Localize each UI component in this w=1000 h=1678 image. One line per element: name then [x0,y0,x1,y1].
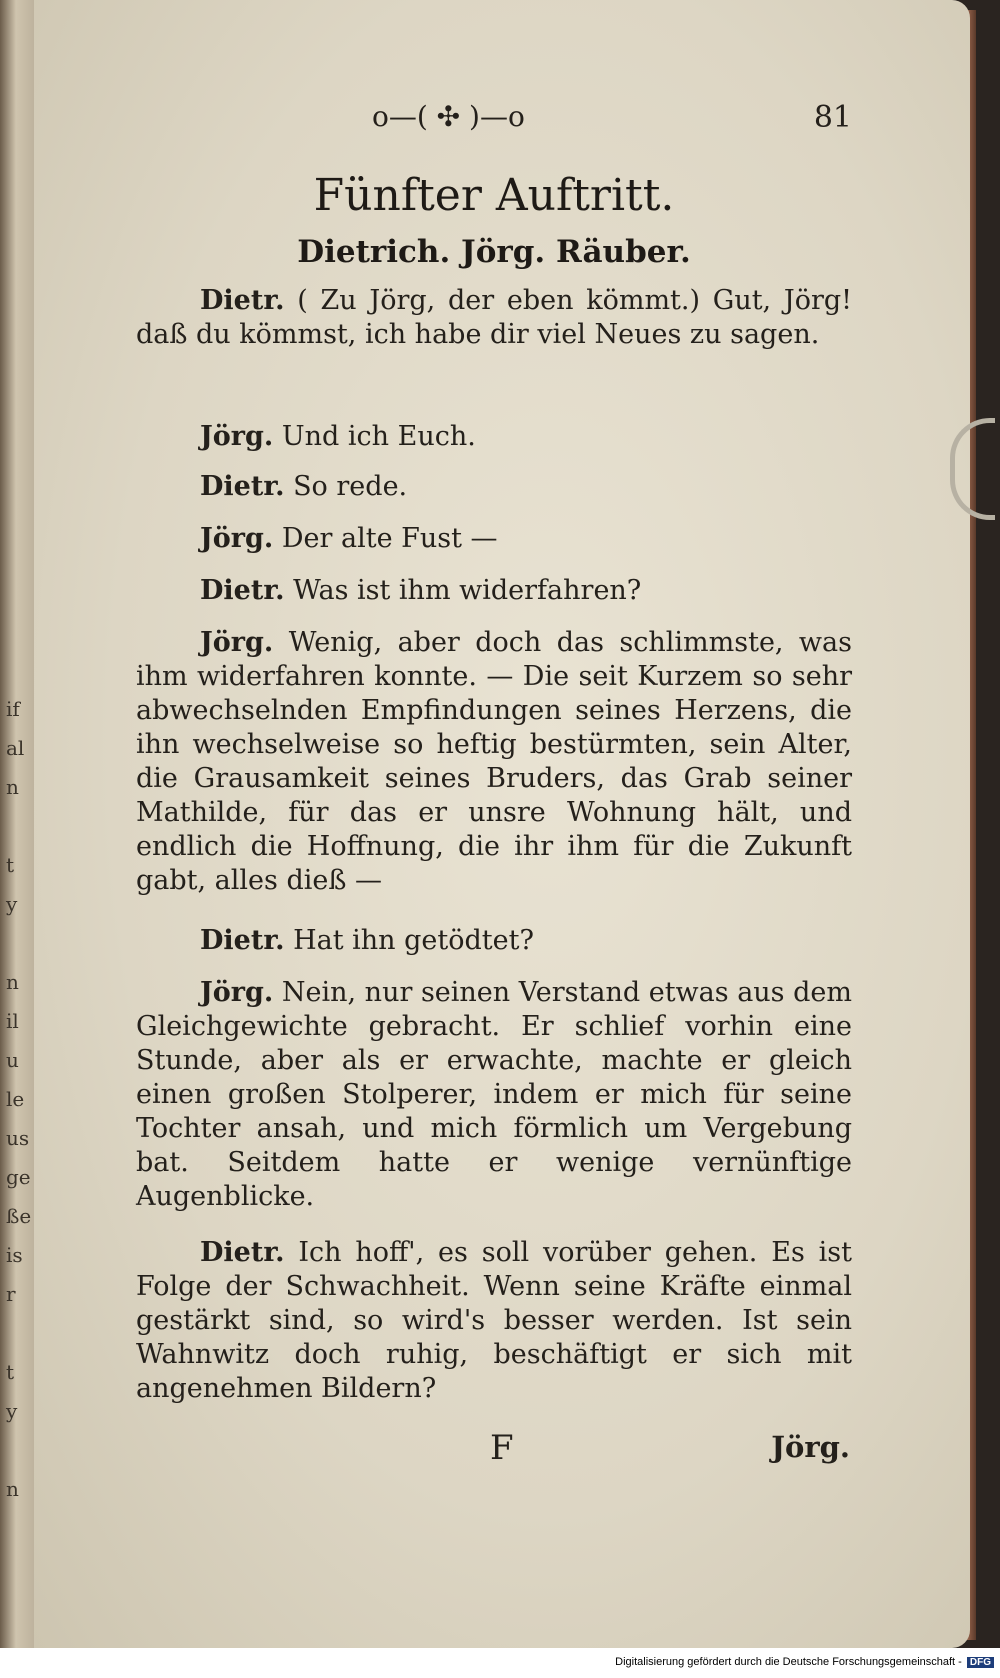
speech-paragraph [136,420,852,454]
credit-text: Digitalisierung gefördert durch die Deutsche Forschungsgemeinschaft - [615,1656,962,1668]
speech-text: Wenig, aber doch das schlimmste, was ihm widerfahren konnte. — Die seit Kurzem so sehr abwechselnden Empfindungen seines Herzens, die ihn wechselweise so heftig bestürmten, sein Alter, die Grausamkeit seines Bruders, das Grab seiner Mathilde, für das er unsre Wohnung hält, und endlich die Hoffnung, die ihr ihm für die Zukunft gabt, alles dieß — [136,627,852,896]
speech-paragraph [136,976,852,1214]
signature-mark: F [490,1428,514,1468]
speaker-name: Jörg. [200,421,274,452]
speech-paragraph [136,470,852,504]
page-number: 81 [813,100,852,135]
speaker-name: Dietr. [200,925,285,956]
header-ornament: o—( ✣ )—o [372,100,525,133]
running-header [136,100,852,140]
speech-paragraph [136,574,852,608]
speech-paragraph [136,924,852,958]
speech-paragraph [136,284,852,352]
speaker-name: Dietr. [200,1237,285,1268]
speech-text: ( Zu Jörg, der eben kömmt.) Gut, Jörg! daß du kömmst, ich habe dir viel Neues zu sagen. [136,285,852,350]
cast-list: Dietrich. Jörg. Räuber. [297,234,691,270]
speaker-name: Dietr. [200,575,285,606]
speech-text: Ich hoff', es soll vorüber gehen. Es ist Folge der Schwachheit. Wenn seine Kräfte einmal gestärkt sind, so wird's besser werden. Ist sein Wahnwitz doch ruhig, beschäftigt er sich mit angenehmen Bildern? [136,1237,852,1404]
speaker-name: Jörg. [200,627,274,658]
speech-paragraph [136,1236,852,1406]
speaker-name: Dietr. [200,285,285,316]
speech-text: Hat ihn getödtet? [293,925,534,956]
speech-paragraph [136,522,852,556]
catchword: Jörg. [771,1430,850,1464]
dfg-logo: DFG [967,1657,994,1668]
digitization-credit [615,1656,994,1668]
speech-text: Und ich Euch. [281,421,476,452]
speech-text: Der alte Fust — [281,523,498,554]
speech-paragraph [136,626,852,898]
speech-text: Was ist ihm widerfahren? [293,575,642,606]
scene-title: Fünfter Auftritt. [313,170,675,221]
speech-text: So rede. [293,471,408,502]
speech-text: Nein, nur seinen Verstand etwas aus dem Gleichgewichte gebracht. Er schlief vorhin eine Stunde, aber als er erwachte, machte er gleich einen großen Stolperer, indem er mich für seine Tochter ansah, und mich förmlich um Vergebung bat. Seitdem hatte er wenige vernünftige Augenblicke. [136,977,852,1212]
speaker-name: Jörg. [200,523,274,554]
speaker-name: Jörg. [200,977,274,1008]
speaker-name: Dietr. [200,471,285,502]
facing-page-fragments: if al n t y n il u le us ge ße is r t y n [6,697,32,1501]
